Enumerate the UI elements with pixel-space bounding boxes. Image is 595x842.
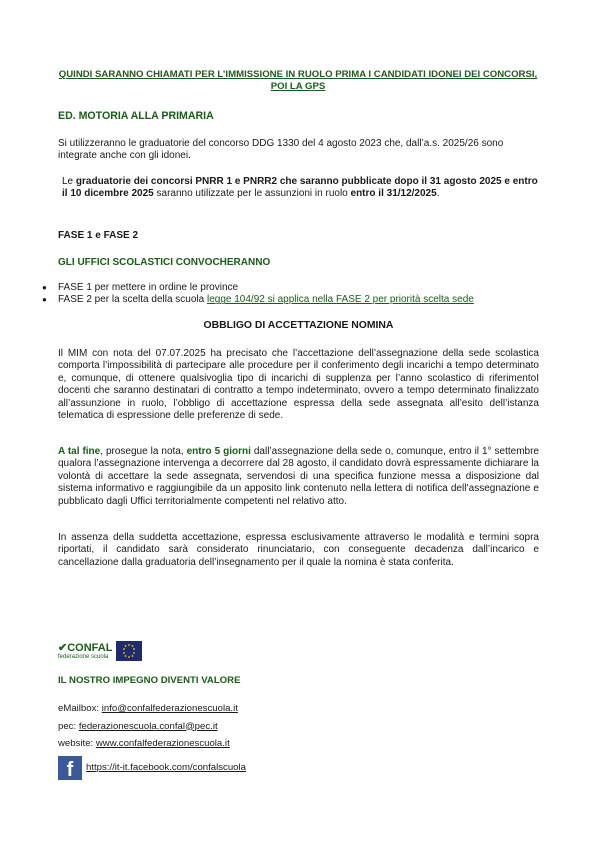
logo-text: ✔CONFAL [58, 641, 113, 654]
website-link[interactable]: www.confalfederazionescuola.it [95, 738, 230, 749]
fase-bullet-list [42, 282, 552, 307]
para-text: Le [62, 176, 76, 187]
facebook-icon[interactable]: f [58, 756, 82, 780]
list-item-text: FASE 2 per la scelta della scuola [58, 294, 207, 306]
bullet-icon: ● [42, 283, 47, 292]
website-label: website: [58, 738, 96, 749]
logo-subtext: federazione scuola [58, 653, 109, 660]
list-item [42, 294, 552, 306]
paragraph-a-tal-fine [58, 446, 539, 508]
confal-logo [58, 640, 358, 662]
list-item-text: FASE 1 per mettere in ordine le province [58, 282, 239, 293]
slogan: IL NOSTRO IMPEGNO DIVENTI VALORE [58, 675, 241, 686]
paragraph-pnrr [62, 176, 539, 201]
legge-104-link[interactable]: legge 104/92 si applica nella FASE 2 per priorità scelta sede [206, 294, 474, 306]
pec-row [58, 718, 358, 736]
page-title: QUINDI SARANNO CHIAMATI PER L’IMMISSIONE IN RUOLO PRIMA I CANDIDATI IDONEI DEI CONCORSI, POI LA GPS [58, 69, 538, 92]
paragraph-graduatorie-ddg: Si utilizzeranno le graduatorie del concorso DDG 1330 del 4 agosto 2023 che, dall’a.s. 2025/26 sono integrate anche con gli idonei. [58, 138, 504, 162]
list-item [42, 282, 552, 294]
para-text: , prosegue la nota, [100, 446, 187, 457]
obbligo-heading: OBBLIGO DI ACCETTAZIONE NOMINA [203, 320, 394, 331]
email-row [58, 700, 358, 718]
website-row [58, 735, 358, 753]
section-heading-ed-motoria: ED. MOTORIA ALLA PRIMARIA [58, 110, 214, 122]
para-bold: entro il 31/12/2025 [350, 188, 437, 200]
para-text: saranno utilizzate per le assunzioni in ruolo [153, 188, 351, 200]
facebook-row [58, 756, 358, 780]
eu-flag-icon [116, 641, 142, 661]
para-text: dall’assegnazione della sede o, comunque, entro il 1° settembre qualora l’assegnazione intervenga a decorrere dal 28 agosto, il candidato dovrà espressamente dichiarare la volontà di accettare la sede assegnata, servendosi di una specifica funzione messa a disposizione dal sistema informativo e raggiungibile da un apposito link contenuto nella lettera di notifica dell’assegnazione e pubblicato dagli Uffici territorialmente competenti nel relativo atto. [58, 446, 539, 507]
paragraph-assenza: In assenza della suddetta accettazione, espressa esclusivamente attraverso le modalità e termini sopra riportati, il candidato sarà considerato rinunciatario, con conseguente decadenza dall’incarico e cancellazione dalla graduatoria dell’insegnamento per il quale la nomina è stata conferita. [58, 532, 539, 568]
pec-label: pec: [58, 720, 79, 732]
para-bold-green: A tal fine [58, 446, 101, 457]
fase-heading: FASE 1 e FASE 2 [58, 230, 139, 241]
pec-link[interactable]: federazionescuola.confal@pec.it [78, 720, 218, 732]
email-label: eMailbox: [58, 703, 102, 714]
para-bold-green: entro 5 giorni [186, 446, 251, 457]
uffici-heading: GLI UFFICI SCOLASTICI CONVOCHERANNO [58, 257, 271, 268]
para-text: . [436, 188, 440, 200]
bullet-icon: ● [42, 295, 47, 305]
footer [58, 640, 358, 780]
contact-block [58, 700, 358, 780]
para-bold: graduatorie dei concorsi PNRR 1 e PNRR2 che saranno pubblicate dopo il 31 agosto 2025 e entro il 10 dicembre 2025 [62, 176, 538, 200]
paragraph-nota-mim: Il MIM con nota del 07.07.2025 ha precisato che l’accettazione dell’assegnazione della sede scolastica comporta l’impossibilità di partecipare alle procedure per il conferimento degli incarichi a tempo determinato e, comunque, di ottenere qualsivoglia tipo di incarichi di supplenza per l’anno scolastico di riferimentoI docenti che saranno destinatari di contratto a tempo indeterminato, ovvero a tempo determinato finalizzato all’assunzione in ruolo, l’obbligo di accettazione espressa della sede assegnata all’esito dell’istanza telematica di espressione delle preferenze di sede. [58, 348, 539, 422]
email-link[interactable]: info@confalfederazionescuola.it [101, 703, 238, 714]
facebook-link[interactable]: https://it-it.facebook.com/confalscuola [86, 761, 246, 773]
